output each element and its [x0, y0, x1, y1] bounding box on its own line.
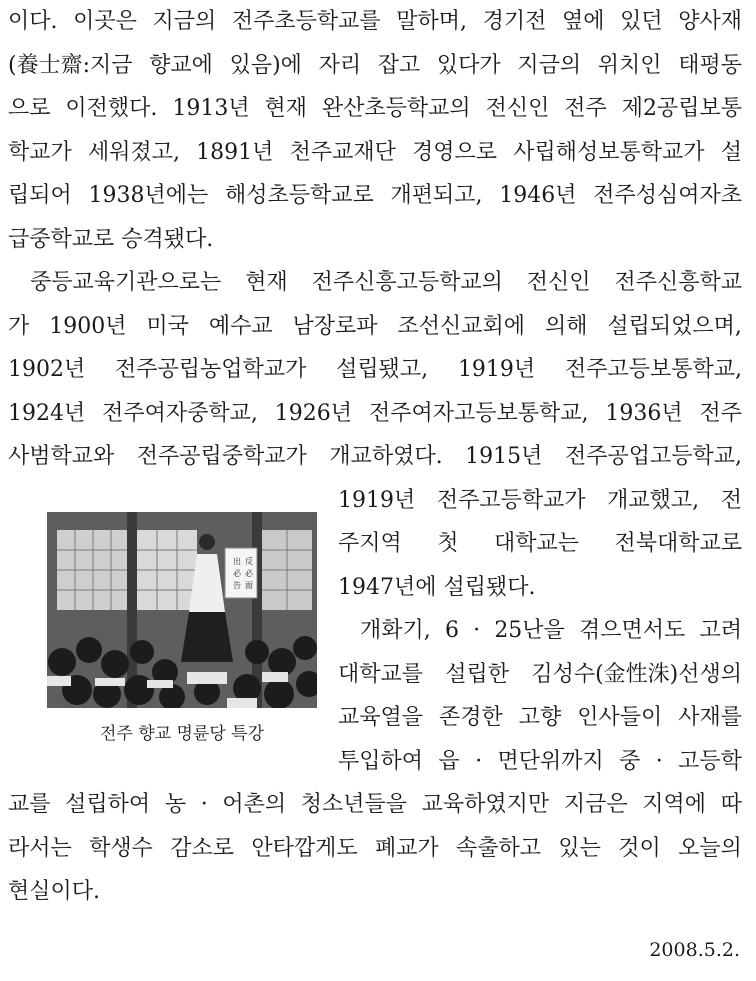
word: 존경한: [438, 705, 503, 730]
text-line: [8, 783, 742, 827]
word: 개교하였다.: [329, 444, 443, 469]
text-line: [8, 348, 742, 392]
text-line: [8, 435, 742, 479]
word: ·: [655, 748, 663, 774]
word: 학교가: [8, 139, 72, 165]
word: 설립됐고,: [336, 357, 429, 382]
word: 학생수: [89, 835, 153, 861]
word: 25난을: [494, 618, 565, 643]
word: 있다가: [436, 52, 501, 78]
sign-char: 告: [233, 580, 241, 590]
word: 것이: [618, 835, 661, 861]
word: 개편되고,: [390, 183, 483, 208]
word: 1919년: [338, 487, 416, 513]
word: 있는: [558, 835, 601, 861]
word: 가: [8, 313, 30, 339]
word: 이전했다.: [65, 96, 158, 121]
word: 전: [720, 487, 742, 513]
word: 중: [619, 748, 641, 774]
word: 잡고: [377, 52, 421, 78]
text-line: [338, 479, 742, 523]
word: 지금은: [563, 792, 628, 817]
word: 대학교를: [338, 661, 424, 687]
word: 어촌의: [222, 792, 287, 817]
text-line: [8, 131, 742, 175]
word: 완산초등학교의: [321, 96, 471, 121]
word: 경기전: [482, 9, 547, 34]
word: 전북대학교로: [614, 531, 742, 556]
word: 현재: [245, 270, 288, 295]
text-line: [338, 740, 742, 784]
word: 사립해성보통학교가: [513, 139, 705, 165]
text-line: [8, 87, 742, 131]
word: 위치인: [597, 52, 662, 78]
word: 전주여자중학교,: [102, 400, 258, 426]
word: 조선신교회에: [397, 313, 526, 339]
word: 립되어: [8, 183, 72, 208]
word: 의해: [544, 313, 588, 339]
word: 현재: [264, 96, 308, 121]
word: 사재를: [678, 705, 742, 730]
word: 향교에: [149, 52, 213, 78]
word: 제2공립보통: [621, 96, 742, 121]
word: 옆에: [561, 9, 605, 34]
word: 전주신흥고등학교의: [311, 270, 503, 295]
word: 1926년: [274, 400, 353, 426]
word: 이곳은: [73, 9, 137, 34]
word: 전주: [699, 400, 742, 426]
document-date: 2008.5.2.: [649, 939, 740, 961]
photo-figure: [32, 512, 332, 784]
word: 교육하였지만: [421, 792, 550, 817]
word: 양사재: [678, 9, 742, 34]
word: 교를: [8, 792, 51, 817]
sign-char: 必: [233, 568, 241, 578]
word: 경영으로: [412, 139, 498, 165]
word: 미국: [146, 313, 189, 339]
word: 청소년들을: [300, 792, 408, 817]
text-line: [338, 696, 742, 740]
text-line: [338, 609, 742, 653]
word: 투입하여: [338, 748, 424, 774]
word: 인사들이: [577, 705, 663, 730]
word: 천주교재단: [289, 139, 396, 165]
sign-char: 必: [245, 568, 253, 578]
word: 이다.: [8, 9, 58, 34]
word: 사범학교와: [8, 444, 115, 469]
word: 김성수(金性洙)선생의: [531, 661, 742, 687]
word: 으로: [8, 96, 51, 121]
word: 전주여자고등보통학교,: [368, 400, 589, 426]
word: 해성초등학교로: [224, 183, 374, 208]
word: 1902년: [8, 357, 86, 382]
word: 1936년: [605, 400, 683, 426]
word: 고려: [699, 618, 742, 643]
word: 감소로: [170, 835, 234, 861]
word: 첫: [437, 531, 459, 556]
text-line: 1947년에 설립됐다.: [338, 574, 536, 600]
word: 지역에: [642, 792, 706, 817]
word: 지금의: [517, 52, 582, 78]
word: 1915년: [465, 444, 543, 469]
word: 고등학: [678, 748, 742, 774]
word: 설립하여: [65, 792, 151, 817]
word: 예수교: [208, 313, 273, 339]
word: 1938년에는: [88, 183, 209, 208]
word: 6: [444, 618, 459, 643]
word: 태평동: [678, 52, 742, 78]
word: 설: [720, 139, 742, 165]
word: 세워졌고,: [87, 139, 180, 165]
word: 면단위까지: [497, 748, 604, 774]
text-block-bottom: [8, 783, 742, 914]
text-line: 현실이다.: [8, 879, 101, 904]
word: 전주공립중학교가: [136, 444, 307, 469]
word: 전주공립농업학교가: [115, 357, 307, 382]
classroom-photo: [47, 512, 317, 708]
word: 지금의: [152, 9, 217, 34]
word: 농: [164, 792, 187, 817]
text-line: [8, 174, 742, 218]
word: 1891년: [196, 139, 274, 165]
word: 전주: [564, 96, 607, 121]
word: 전주공업고등학교,: [564, 444, 742, 469]
word: 따: [720, 792, 742, 817]
word: ·: [475, 748, 483, 774]
word: 속출하고: [456, 835, 542, 861]
word: 교육열을: [338, 705, 424, 730]
word: 1919년: [457, 357, 536, 382]
word: 전신인: [526, 270, 591, 295]
word: 있음)에: [229, 52, 302, 78]
word: 1924년: [8, 400, 86, 426]
sign-char: 出: [233, 556, 241, 566]
classroom-photo-illustration: [47, 512, 317, 708]
text-line: [8, 827, 742, 871]
word: 설립한: [445, 661, 510, 687]
word: 안타깝게도: [251, 835, 358, 861]
word: 읍: [438, 748, 460, 774]
word: 전주신흥학교: [614, 270, 742, 295]
word: 남장로파: [292, 313, 378, 339]
word: 설립되었으며,: [607, 313, 742, 339]
word: 말하며,: [396, 9, 467, 34]
word: 있던: [620, 9, 663, 34]
photo-caption: 전주 향교 명륜당 특강: [99, 723, 264, 744]
sign-char: 面: [245, 580, 253, 590]
word: 전주고등학교가: [436, 487, 586, 513]
text-line: [8, 261, 742, 305]
text-line: 급중학교로 승격됐다.: [8, 226, 214, 252]
word: 고향: [518, 705, 562, 730]
word: 1946년: [499, 183, 577, 208]
word: 전주초등학교를: [231, 9, 381, 34]
word: 1913년: [172, 96, 250, 121]
text-line: [338, 653, 742, 697]
text-block-right: [332, 479, 742, 784]
figure-row: [8, 479, 742, 784]
word: ·: [200, 792, 208, 817]
word: 라서는: [8, 835, 72, 861]
text-block-top: [8, 0, 742, 479]
text-line: [8, 0, 742, 44]
word: 대학교는: [493, 531, 579, 556]
word: (養士齋:지금: [8, 52, 133, 78]
word: 폐교가: [374, 835, 439, 861]
text-line: [338, 522, 742, 566]
word: 겪으면서도: [579, 618, 686, 643]
word: 자리: [318, 52, 362, 78]
word: 개화기,: [360, 618, 431, 643]
word: 개교했고,: [607, 487, 700, 513]
word: 오늘의: [678, 835, 742, 861]
text-line: [8, 392, 742, 436]
word: 전주고등보통학교,: [564, 357, 742, 382]
text-line: [8, 305, 742, 349]
word: 중등교육기관으로는: [30, 270, 222, 295]
word: 주지역: [338, 531, 402, 556]
text-line: [8, 44, 742, 88]
word: ·: [473, 618, 481, 643]
word: 전주성심여자초: [593, 183, 742, 208]
word: 1900년: [49, 313, 127, 339]
sign-char: 反: [245, 556, 253, 566]
word: 전신인: [485, 96, 550, 121]
